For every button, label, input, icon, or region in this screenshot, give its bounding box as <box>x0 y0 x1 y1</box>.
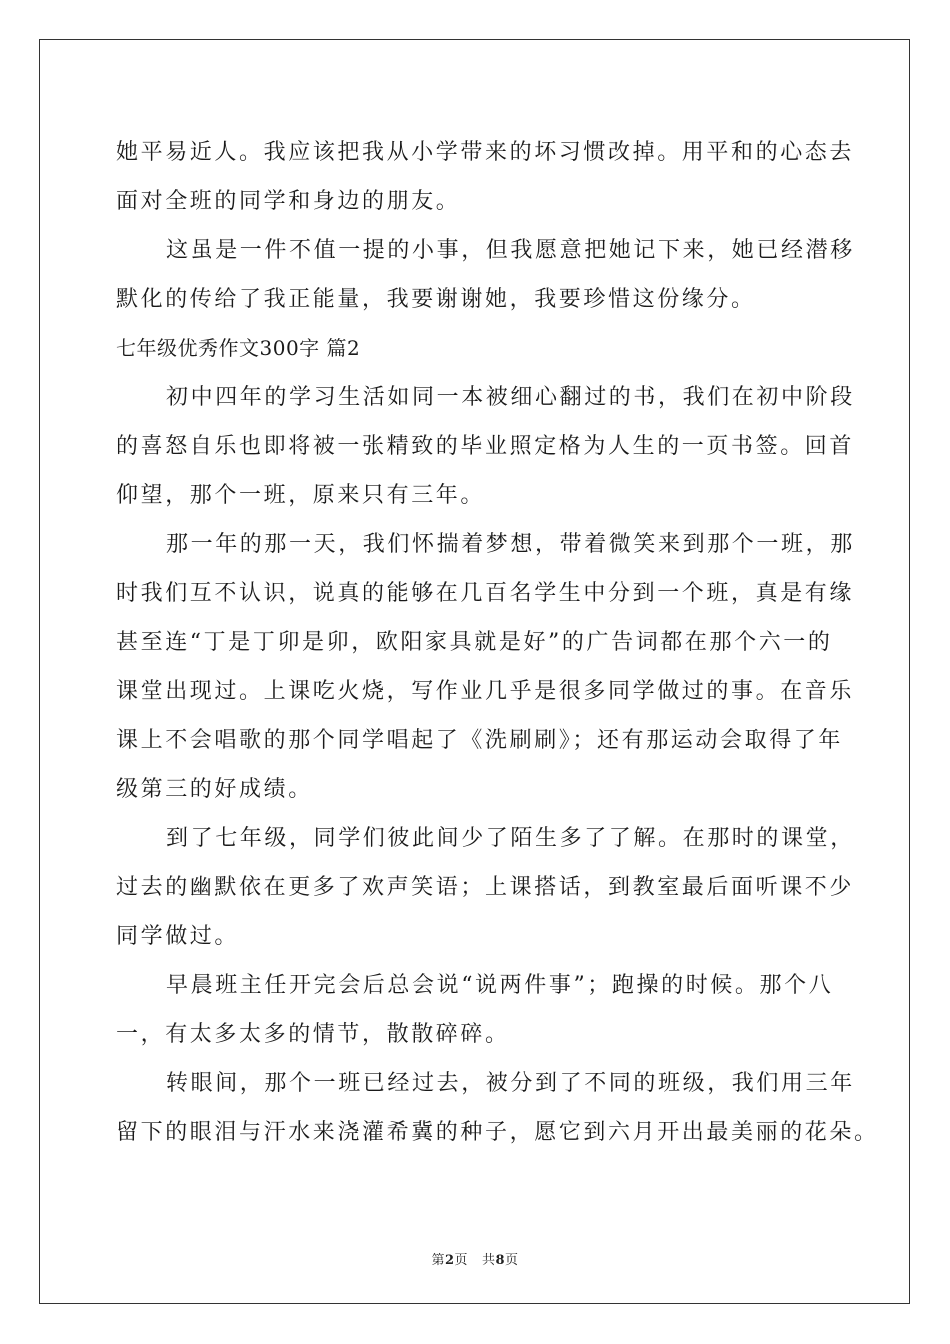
text-line: 过去的幽默依在更多了欢声笑语；上课搭话，到教室最后面听课不少 <box>116 875 855 900</box>
text-line: 仰望，那个一班，原来只有三年。 <box>116 483 486 508</box>
page-suffix: 页 <box>454 1253 469 1268</box>
text-line: 一，有太多太多的情节，散散碎碎。 <box>116 1022 510 1047</box>
text-line: 课堂出现过。上课吃火烧，写作业几乎是很多同学做过的事。在音乐 <box>116 679 855 704</box>
total-pages: 8 <box>495 1253 506 1268</box>
paragraph-start-line: 初中四年的学习生活如同一本被细心翻过的书，我们在初中阶段 <box>166 385 855 410</box>
document-body <box>116 128 879 1157</box>
text-line: 她平易近人。我应该把我从小学带来的坏习惯改掉。用平和的心态去 <box>116 140 855 165</box>
text-line: 同学做过。 <box>116 924 240 949</box>
paragraph-start-line: 早晨班主任开完会后总会说“说两件事”；跑操的时候。那个八 <box>166 973 834 998</box>
section-heading: 七年级优秀作文300字 篇2 <box>116 336 361 360</box>
page-number: 2 <box>444 1253 455 1268</box>
total-prefix: 共 <box>481 1253 496 1268</box>
text-line: 时我们互不认识，说真的能够在几百名学生中分到一个班，真是有缘 <box>116 581 855 606</box>
text-line: 留下的眼泪与汗水来浇灌希冀的种子，愿它到六月开出最美丽的花朵。 <box>116 1120 879 1145</box>
total-suffix: 页 <box>505 1253 519 1268</box>
text-line: 面对全班的同学和身边的朋友。 <box>116 189 461 214</box>
page-prefix: 第 <box>431 1253 445 1268</box>
text-line: 的喜怒自乐也即将被一张精致的毕业照定格为人生的一页书签。回首 <box>116 434 855 459</box>
text-line: 甚至连“丁是丁卯是卯，欧阳家具就是好”的广告词都在那个六一的 <box>116 630 833 655</box>
text-line: 默化的传给了我正能量，我要谢谢她，我要珍惜这份缘分。 <box>116 287 756 312</box>
text-line: 课上不会唱歌的那个同学唱起了《洗刷刷》；还有那运动会取得了年 <box>116 728 844 753</box>
paragraph-start-line: 转眼间，那个一班已经过去，被分到了不同的班级，我们用三年 <box>166 1071 855 1096</box>
text-line: 级第三的好成绩。 <box>116 777 313 802</box>
paragraph-start-line: 这虽是一件不值一提的小事，但我愿意把她记下来，她已经潜移 <box>166 238 855 263</box>
paragraph-start-line: 那一年的那一天，我们怀揣着梦想，带着微笑来到那个一班，那 <box>166 532 855 557</box>
paragraph-start-line: 到了七年级，同学们彼此间少了陌生多了了解。在那时的课堂， <box>166 826 855 851</box>
page-footer <box>0 1249 950 1268</box>
